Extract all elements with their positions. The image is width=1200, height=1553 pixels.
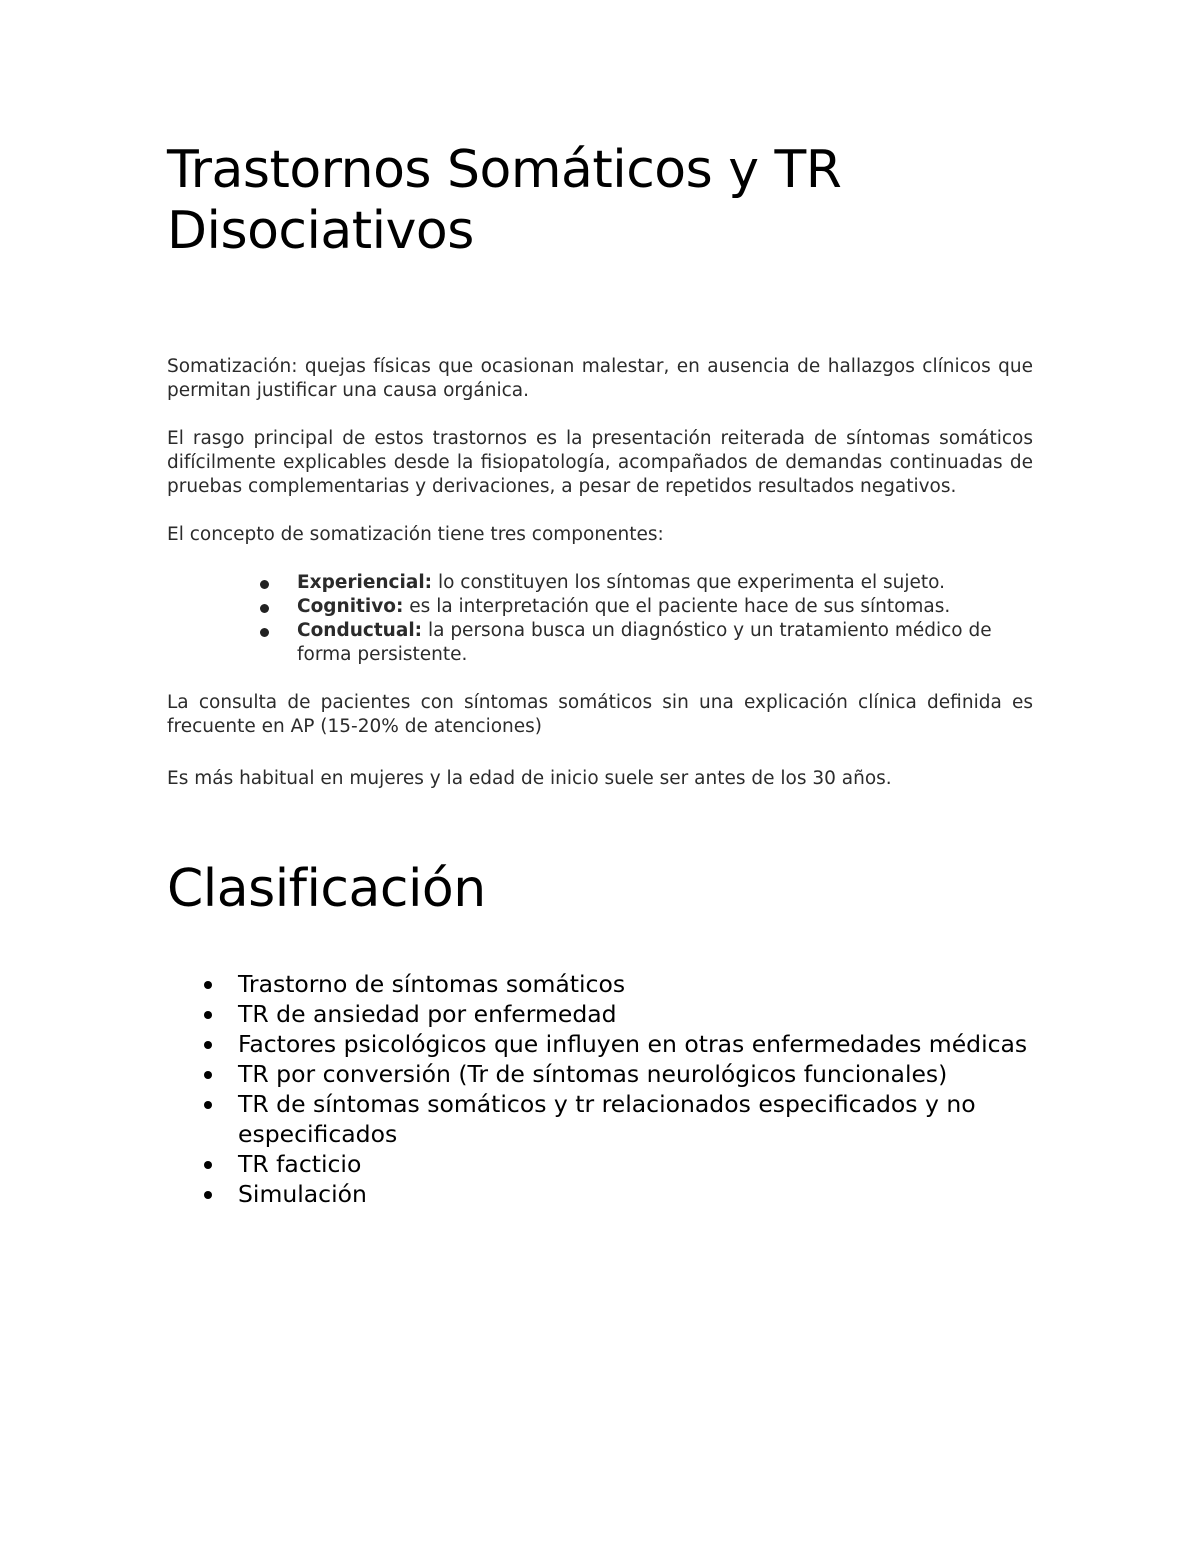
component-term: Cognitivo:: [297, 596, 404, 617]
component-description: es la interpretación que el paciente hace de sus síntomas.: [403, 596, 951, 617]
component-description: la persona busca un diagnóstico y un tratamiento médico de forma persistente.: [297, 620, 992, 665]
bullet-icon: [204, 981, 212, 989]
paragraph-concepto: El concepto de somatización tiene tres componentes:: [167, 524, 664, 545]
bullet-icon: [204, 1071, 212, 1079]
bullet-icon: [204, 1041, 212, 1049]
section-heading-clasificacion: Clasificación: [167, 859, 486, 919]
list-item: [297, 595, 1033, 619]
document-content: [167, 140, 1033, 1209]
bullet-icon: [204, 1161, 212, 1169]
list-item: [238, 1149, 1028, 1179]
bullet-icon: [204, 1101, 212, 1109]
bullet-icon: [260, 604, 269, 613]
classification-label: TR de síntomas somáticos y tr relacionados especificados y no especificados: [238, 1090, 976, 1148]
list-item: [238, 969, 1028, 999]
list-item: [238, 1089, 1028, 1149]
classification-label: Simulación: [238, 1180, 367, 1208]
bullet-icon: [260, 580, 269, 589]
components-list: [167, 571, 1033, 667]
paragraph-consulta: La consulta de pacientes con síntomas somáticos sin una explicación clínica definida es frecuente en AP (15-20% de atenciones): [167, 692, 1033, 737]
classification-label: TR por conversión (Tr de síntomas neurológicos funcionales): [238, 1060, 948, 1088]
classification-label: TR facticio: [238, 1150, 362, 1178]
list-item: [238, 1059, 1028, 1089]
list-item: [238, 1029, 1028, 1059]
bullet-icon: [204, 1011, 212, 1019]
bullet-icon: [260, 628, 269, 637]
list-item: [297, 571, 1033, 595]
classification-label: TR de ansiedad por enfermedad: [238, 1000, 617, 1028]
paragraph-habitual: Es más habitual en mujeres y la edad de inicio suele ser antes de los 30 años.: [167, 768, 892, 789]
page-title: Trastornos Somáticos y TR Disociativos: [167, 140, 842, 261]
list-item: [297, 619, 1033, 667]
classification-list: [167, 969, 1033, 1209]
classification-label: Trastorno de síntomas somáticos: [238, 970, 626, 998]
paragraph-somatizacion: Somatización: quejas físicas que ocasionan malestar, en ausencia de hallazgos clínicos que permitan justificar una causa orgánica.: [167, 356, 1033, 401]
list-item: [238, 999, 1028, 1029]
list-item: [238, 1179, 1028, 1209]
classification-label: Factores psicológicos que influyen en otras enfermedades médicas: [238, 1030, 1028, 1058]
component-term: Conductual:: [297, 620, 423, 641]
component-term: Experiencial:: [297, 572, 433, 593]
bullet-icon: [204, 1191, 212, 1199]
paragraph-rasgo-principal: El rasgo principal de estos trastornos es la presentación reiterada de síntomas somáticos difícilmente explicables desde la fisiopatología, acompañados de demandas continuadas de pruebas complementarias y derivaciones, a pesar de repetidos resultados negativos.: [167, 428, 1033, 497]
component-description: lo constituyen los síntomas que experimenta el sujeto.: [432, 572, 946, 593]
